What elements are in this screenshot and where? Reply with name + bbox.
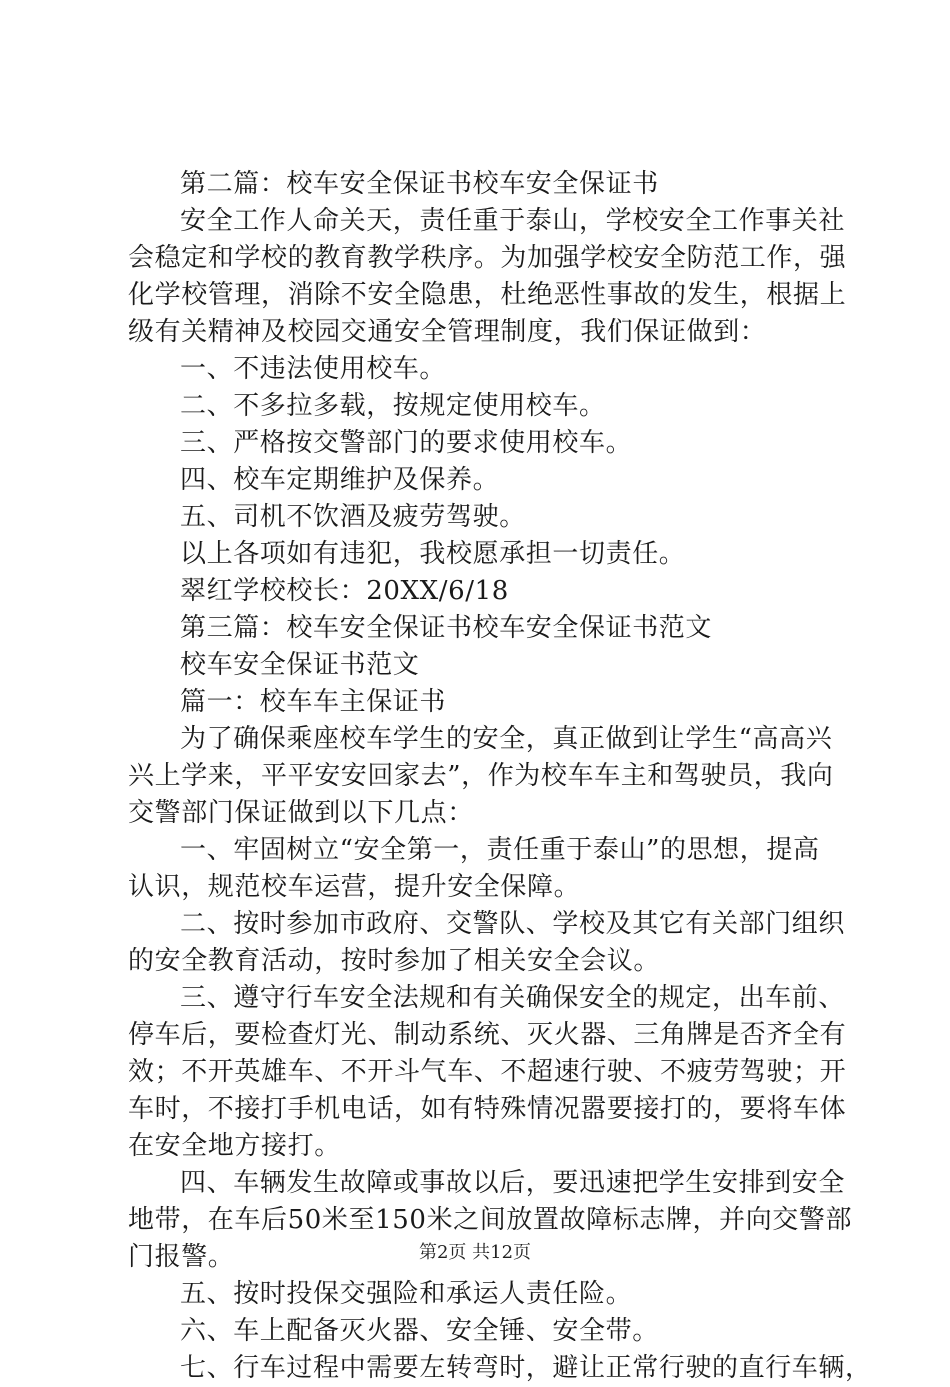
text-line: 级有关精神及校园交通安全管理制度，我们保证做到： <box>128 317 767 347</box>
text-line: 车时，不接打手机电话，如有特殊情况嚣要接打的，要将车体 <box>128 1094 847 1124</box>
text-line: 安全工作人命关天，责任重于泰山，学校安全工作事关社 <box>180 206 846 236</box>
text-line: 一、不违法使用校车。 <box>180 354 447 384</box>
text-line: 六、车上配备灭火器、安全锤、安全带。 <box>180 1316 659 1346</box>
page-footer: 第2页 共12页 <box>418 1242 532 1263</box>
text-line: 效；不开英雄车、不开斗气车、不超速行驶、不疲劳驾驶；开 <box>128 1057 847 1087</box>
text-line: 七、行车过程中需要左转弯时，避让正常行驶的直行车辆， <box>180 1353 872 1383</box>
text-line: 化学校管理，消除不安全隐患，杜绝恶性事故的发生，根据上 <box>128 280 847 310</box>
text-line: 的安全教育活动，按时参加了相关安全会议。 <box>128 946 661 976</box>
text-line: 五、按时投保交强险和承运人责任险。 <box>180 1279 633 1309</box>
text-line: 校车安全保证书范文 <box>180 650 420 680</box>
text-line: 三、遵守行车安全法规和有关确保安全的规定，出车前、 <box>180 983 846 1013</box>
text-line: 篇一：校车车主保证书 <box>180 687 447 717</box>
text-line: 门报警。 <box>128 1242 235 1272</box>
text-line: 三、严格按交警部门的要求使用校车。 <box>180 428 633 458</box>
text-line: 地带，在车后50米至150米之间放置故障标志牌，并向交警部 <box>128 1205 853 1235</box>
text-line: 四、车辆发生故障或事故以后，要迅速把学生安排到安全 <box>180 1168 846 1198</box>
text-line: 四、校车定期维护及保养。 <box>180 465 500 495</box>
text-line: 为了确保乘座校车学生的安全，真正做到让学生“高高兴 <box>180 724 833 754</box>
text-line: 一、牢固树立“安全第一，责任重于泰山”的思想，提高 <box>180 835 820 865</box>
text-line: 交警部门保证做到以下几点： <box>128 798 474 828</box>
document-body <box>128 166 872 1387</box>
text-line: 二、按时参加市政府、交警队、学校及其它有关部门组织 <box>180 909 846 939</box>
text-line: 第二篇：校车安全保证书校车安全保证书 <box>180 169 659 199</box>
text-line: 第三篇：校车安全保证书校车安全保证书范文 <box>180 613 713 643</box>
text-line: 会稳定和学校的教育教学秩序。为加强学校安全防范工作，强 <box>128 243 847 273</box>
text-line: 翠红学校校长：20XX/6/18 <box>180 576 509 606</box>
text-line: 二、不多拉多载，按规定使用校车。 <box>180 391 606 421</box>
text-line: 兴上学来，平平安安回家去”，作为校车车主和驾驶员，我向 <box>128 761 834 791</box>
text-line: 停车后，要检查灯光、制动系统、灭火器、三角牌是否齐全有 <box>128 1020 847 1050</box>
text-line: 认识，规范校车运营，提升安全保障。 <box>128 872 581 902</box>
text-line: 五、司机不饮酒及疲劳驾驶。 <box>180 502 526 532</box>
text-line: 以上各项如有违犯，我校愿承担一切责任。 <box>180 539 686 569</box>
text-line: 在安全地方接打。 <box>128 1131 341 1161</box>
